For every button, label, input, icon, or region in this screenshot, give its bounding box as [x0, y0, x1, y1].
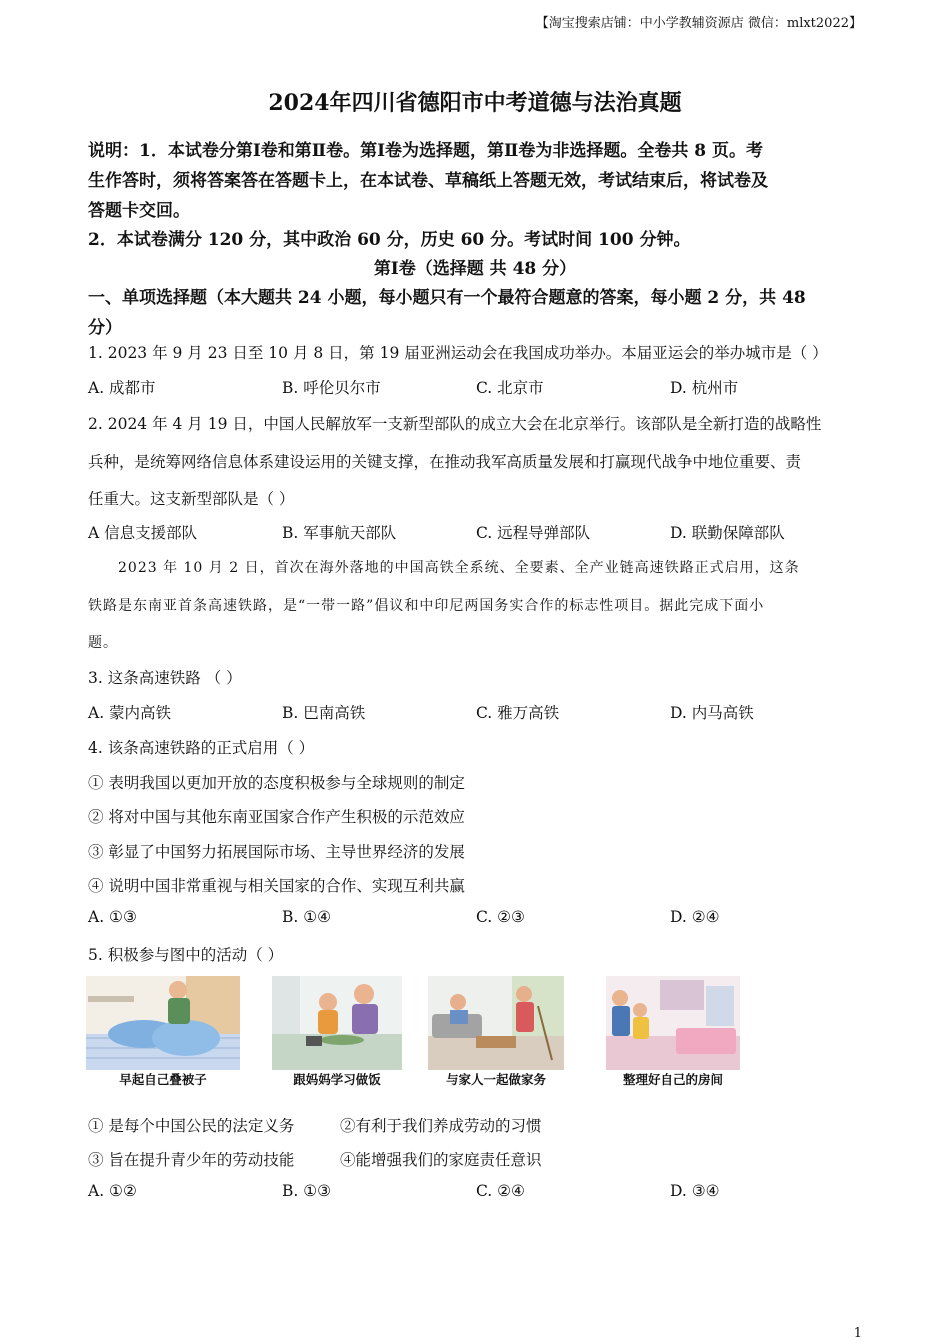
- illustration-folding-quilt: [86, 976, 240, 1088]
- option-d: D. 杭州市: [670, 379, 739, 397]
- part1-heading-line-2: 分）: [88, 318, 122, 338]
- question-4-item-3: ③ 彰显了中国努力拓展国际市场、主导世界经济的发展: [88, 843, 465, 861]
- question-3-options: [88, 701, 864, 723]
- question-4-item-2: ② 将对中国与其他东南亚国家合作产生积极的示范效应: [88, 808, 465, 826]
- question-4-stem: 4. 该条高速铁路的正式启用（ ）: [88, 739, 315, 757]
- question-1-options: [88, 376, 864, 398]
- part1-heading-line-1: 一、单项选择题（本大题共 24 小题，每小题只有一个最符合题意的答案，每小题 2 分，共 48: [88, 288, 806, 308]
- question-4-options: [88, 908, 864, 930]
- question-4-item-1: ① 表明我国以更加开放的态度积极参与全球规则的制定: [88, 774, 465, 792]
- option-c: C. ②④: [476, 1182, 525, 1200]
- question-2-options: [88, 521, 864, 543]
- instructions-line-1: 说明：1．本试卷分第Ⅰ卷和第Ⅱ卷。第Ⅰ卷为选择题，第Ⅱ卷为非选择题。全卷共 8 页。考: [88, 141, 764, 161]
- option-c: C. 雅万高铁: [476, 704, 560, 722]
- question-5-item-1: ① 是每个中国公民的法定义务: [88, 1117, 295, 1135]
- cooking-image: [272, 976, 402, 1070]
- option-a: A. ①③: [88, 908, 137, 926]
- question-2-line-1: 2. 2024 年 4 月 19 日，中国人民解放军一支新型部队的成立大会在北京举行。该部队是全新打造的战略性: [88, 415, 822, 433]
- instructions-line-2: 生作答时，须将答案答在答题卡上，在本试卷、草稿纸上答题无效，考试结束后，将试卷及: [88, 171, 768, 191]
- illustration-housework: [428, 976, 582, 1088]
- option-a: A. ①②: [88, 1182, 137, 1200]
- folding-quilt-image: [86, 976, 240, 1070]
- caption-4: 整理好自己的房间: [622, 1072, 723, 1087]
- exam-title: 2024年四川省德阳市中考道德与法治真题: [268, 90, 682, 116]
- option-b: B. 军事航天部队: [282, 524, 397, 542]
- housework-image: [428, 976, 564, 1070]
- option-d: D. ②④: [670, 908, 720, 926]
- illustration-tidy-room: [606, 976, 760, 1088]
- section-title: 第Ⅰ卷（选择题 共 48 分）: [373, 259, 577, 279]
- option-b: B. 呼伦贝尔市: [282, 379, 381, 397]
- question-5-item-3: ③ 旨在提升青少年的劳动技能: [88, 1151, 295, 1169]
- page-header: 【淘宝搜索店铺：中小学教辅资源店 微信：mlxt2022】: [535, 16, 862, 31]
- page-number: 1: [853, 1326, 862, 1341]
- caption-1: 早起自己叠被子: [119, 1072, 207, 1087]
- question-4-item-4: ④ 说明中国非常重视与相关国家的合作、实现互利共赢: [88, 877, 465, 895]
- material-line-1: 2023 年 10 月 2 日，首次在海外落地的中国高铁全系统、全要素、全产业链高速铁路正式启用，这条: [118, 560, 800, 576]
- option-c: C. 北京市: [476, 379, 544, 397]
- material-line-3: 题。: [88, 635, 118, 651]
- illustration-cooking: [272, 976, 426, 1088]
- option-d: D. 联勤保障部队: [670, 524, 785, 542]
- option-a: A. 蒙内高铁: [88, 704, 172, 722]
- option-b: B. ①③: [282, 1182, 332, 1200]
- option-c: C. ②③: [476, 908, 525, 926]
- material-line-2: 铁路是东南亚首条高速铁路，是“一带一路”倡议和中印尼两国务实合作的标志性项目。据此完成下面小: [88, 598, 765, 614]
- option-c: C. 远程导弹部队: [476, 524, 591, 542]
- question-2-line-3: 任重大。这支新型部队是（ ）: [88, 490, 295, 508]
- option-d: D. ③④: [670, 1182, 720, 1200]
- instructions-line-4: 2．本试卷满分 120 分，其中政治 60 分，历史 60 分。考试时间 100 分钟。: [88, 230, 691, 250]
- option-b: B. ①④: [282, 908, 332, 926]
- option-d: D. 内马高铁: [670, 704, 754, 722]
- instructions-line-3: 答题卡交回。: [88, 201, 190, 221]
- option-a: A 信息支援部队: [88, 524, 198, 542]
- question-2-line-2: 兵种，是统筹网络信息体系建设运用的关键支撑，在推动我军高质量发展和打赢现代战争中地位重要、责: [88, 453, 802, 471]
- option-b: B. 巴南高铁: [282, 704, 366, 722]
- activity-illustrations: [86, 976, 744, 1090]
- caption-2: 跟妈妈学习做饭: [293, 1072, 381, 1087]
- tidy-room-image: [606, 976, 740, 1070]
- question-1-stem: 1. 2023 年 9 月 23 日至 10 月 8 日，第 19 届亚洲运动会在我国成功举办。本届亚运会的举办城市是（ ）: [88, 344, 828, 362]
- caption-3: 与家人一起做家务: [445, 1072, 546, 1087]
- question-3-stem: 3. 这条高速铁路 （ ）: [88, 669, 242, 687]
- option-a: A. 成都市: [88, 379, 156, 397]
- question-5-item-2: ②有利于我们养成劳动的习惯: [340, 1117, 542, 1135]
- question-5-item-4: ④能增强我们的家庭责任意识: [340, 1151, 542, 1169]
- question-5-stem: 5. 积极参与图中的活动（ ）: [88, 946, 284, 964]
- question-5-options: [88, 1182, 864, 1204]
